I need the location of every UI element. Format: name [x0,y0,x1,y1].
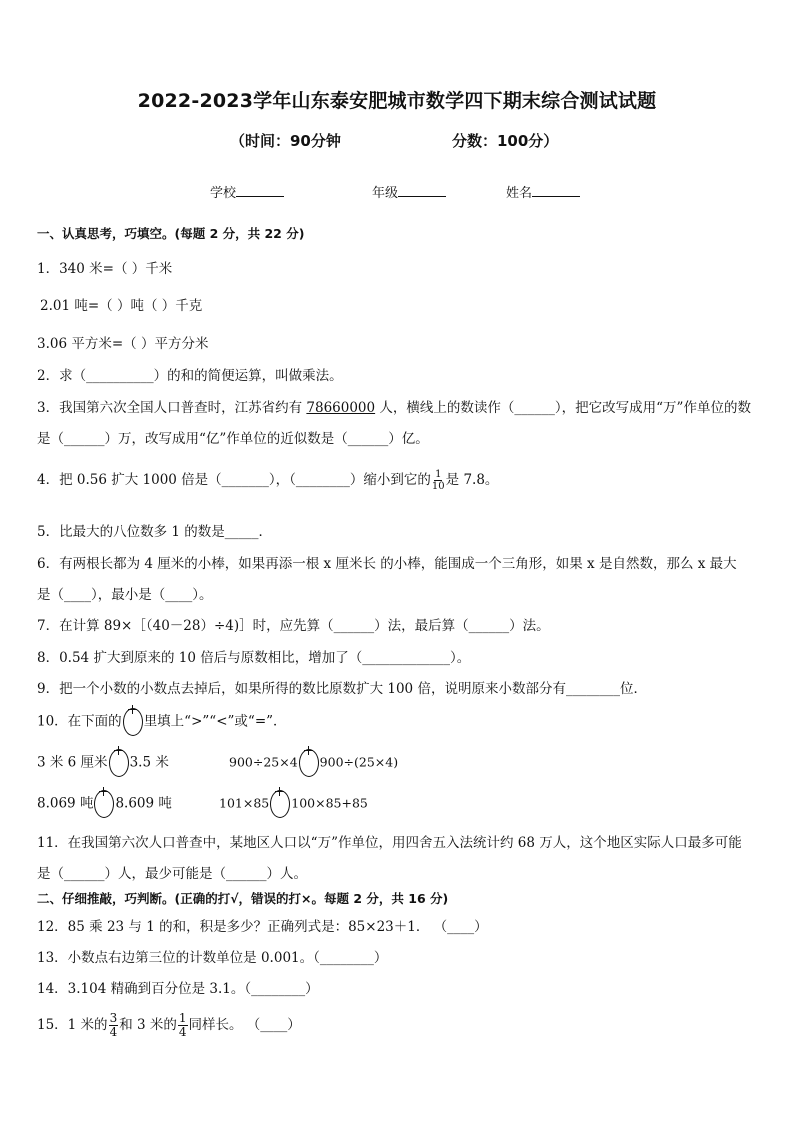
question-8: 8．0.54 扩大到原来的 10 倍后与原数相比，增加了（_____________）。 [37,650,471,666]
school-blank[interactable] [236,184,284,197]
exam-score: 分数：100分） [452,132,559,150]
question-13: 13．小数点右边第三位的计数单位是 0.001。（________） [37,950,388,966]
question-4: 4．把 0.56 扩大 1000 倍是（_______），（________）缩小到它的 $\frac{1}{10}$ 是 7.8。 [37,469,499,492]
page-title: 2022-2023学年山东泰安肥城市数学四下期末综合测试试题 [137,90,657,112]
question-12: 12．85 乘 23 与 1 的和，积是多少？正确列式是：85×23＋1． （____） [37,919,488,935]
compare-1-blank[interactable] [109,749,129,777]
question-2: 2．求（__________）的和的简便运算，叫做乘法。 [37,368,343,384]
fraction-three-quarters: $\frac{3}{4}$ [109,1011,118,1039]
question-6-line2: 是（____），最小是（____）。 [37,587,213,603]
question-9: 9．把一个小数的小数点去掉后，如果所得的数比原数扩大 100 倍，说明原来小数部分有________位． [37,681,647,697]
grade-field[interactable] [372,182,446,201]
question-5: 5．比最大的八位数多 1 的数是_____． [37,524,273,540]
school-label: 学校 [210,186,237,201]
grade-label: 年级 [372,186,399,201]
question-7: 7．在计算 89×［（40－28）÷4)］时，应先算（______）法，最后算（______）法。 [37,618,550,634]
compare-3: 8.069 吨 8.609 吨 [37,790,172,818]
question-1: 1．340 米=（ ）千米 [37,261,173,277]
question-15: 15．1 米的 $\frac{3}{4}$ 和 3 米的 $\frac{1}{4}$ 同样长。 （____） [37,1011,301,1039]
apple-blank-icon [123,708,143,736]
question-14: 14．3.104 精确到百分位是 3.1。（________） [37,981,319,997]
fraction-one-quarter: $\frac{1}{4}$ [178,1011,187,1039]
section1-title: 一、认真思考，巧填空。(每题 2 分，共 22 分) [37,226,305,241]
question-6-line1: 6．有两根长都为 4 厘米的小棒，如果再添一根 x 厘米长 的小棒，能围成一个三角形，如果 x 是自然数，那么 x 最大 [37,556,737,572]
question-1c: 3.06 平方米=（ ）平方分米 [37,336,209,352]
question-1b: 2.01 吨=（ ）吨（ ）千克 [40,298,203,314]
fraction-one-tenth: $\frac{1}{10}$ [431,469,445,492]
section2-title: 二、仔细推敲，巧判断。(正确的打√，错误的打×。每题 2 分，共 16 分) [37,891,449,906]
question-11-line2: 是（______）人，最少可能是（______）人。 [37,866,307,882]
population-number: 78660000 [306,400,376,416]
compare-4-blank[interactable] [270,790,290,818]
compare-1: 3 米 6 厘米 3.5 米 [37,749,169,777]
compare-4: 101×85 100×85+85 [219,790,368,818]
compare-2: 900÷25×4 900÷(25×4) [229,749,398,777]
question-3-line1: 3．我国第六次全国人口普查时，江苏省约有 78660000 人，横线上的数读作（______），把它改写成用“万”作单位的数 [37,400,751,416]
school-field[interactable] [210,182,284,201]
exam-time: （时间：90分钟 [230,132,341,150]
question-3-line2: 是（______）万，改写成用“亿”作单位的近似数是（______）亿。 [37,431,429,447]
compare-2-blank[interactable] [299,749,319,777]
name-blank[interactable] [532,184,580,197]
name-label: 姓名 [506,186,533,201]
compare-3-blank[interactable] [94,790,114,818]
question-11-line1: 11．在我国第六次人口普查中，某地区人口以“万”作单位，用四舍五入法统计约 68 万人，这个地区实际人口最多可能 [37,835,742,851]
question-10: 10．在下面的 里填上“>”“<”或“=”． [37,708,287,736]
name-field[interactable] [506,182,580,201]
grade-blank[interactable] [398,184,446,197]
